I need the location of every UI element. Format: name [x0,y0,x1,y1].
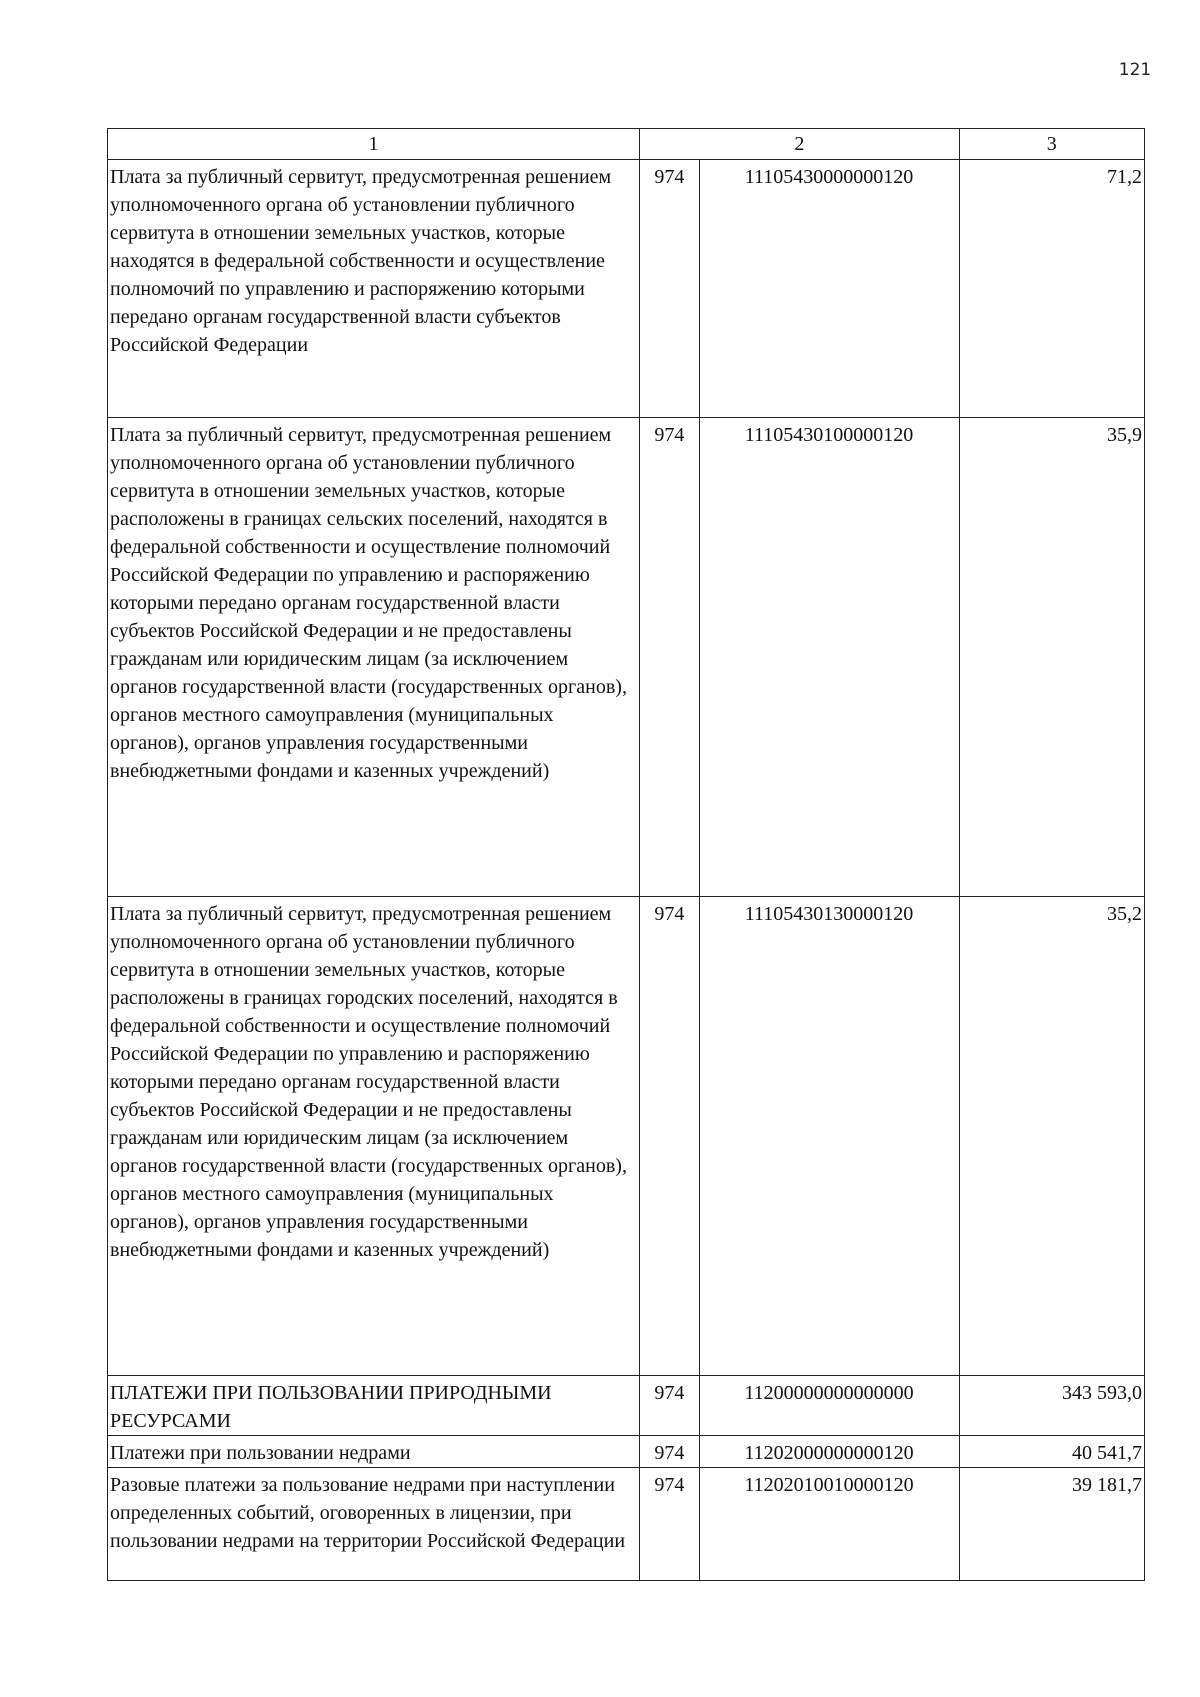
header-col-2: 2 [640,129,959,160]
row-description: Разовые платежи за пользование недрами при наступлении определенных событий, оговоренных в лицензии, при пользовании недрами на территории Российской Федерации [108,1468,640,1581]
row-admin-code: 974 [640,897,699,1376]
table-row [108,1468,1145,1581]
row-amount: 71,2 [959,160,1144,418]
row-amount: 35,2 [959,897,1144,1376]
row-admin-code: 974 [640,1436,699,1468]
row-description: Платежи при пользовании недрами [108,1436,640,1468]
table-row [108,1376,1145,1436]
page-number: 121 [1118,60,1152,80]
table-row [108,418,1145,897]
row-amount: 35,9 [959,418,1144,897]
row-admin-code: 974 [640,160,699,418]
row-admin-code: 974 [640,418,699,897]
row-amount: 343 593,0 [959,1376,1144,1436]
table-row [108,1436,1145,1468]
row-amount: 40 541,7 [959,1436,1144,1468]
row-description: Плата за публичный сервитут, предусмотренная решением уполномоченного органа об установлении публичного сервитута в отношении земельных участков, которые находятся в федеральной собственности и осуществление полномочий по управлению и распоряжению которыми передано органам государственной власти субъектов Российской Федерации [108,160,640,418]
row-kbk-code: 11105430100000120 [699,418,959,897]
row-kbk-code: 11105430000000120 [699,160,959,418]
row-description: Плата за публичный сервитут, предусмотренная решением уполномоченного органа об установлении публичного сервитута в отношении земельных участков, которые расположены в границах городских поселений, находятся в федеральной собственности и осуществление полномочий Российской Федерации по управлению и распоряжению которыми передано органам государственной власти субъектов Российской Федерации и не предоставлены гражданам или юридическим лицам (за исключением органов государственной власти (государственных органов), органов местного самоуправления (муниципальных органов), органов управления государственными внебюджетными фондами и казенных учреждений) [108,897,640,1376]
row-amount: 39 181,7 [959,1468,1144,1581]
row-kbk-code: 11200000000000000 [699,1376,959,1436]
table-row [108,160,1145,418]
row-admin-code: 974 [640,1468,699,1581]
table-row [108,897,1145,1376]
table-header-row [108,129,1145,160]
row-kbk-code: 11105430130000120 [699,897,959,1376]
budget-revenue-table [107,128,1145,1581]
row-admin-code: 974 [640,1376,699,1436]
row-description: ПЛАТЕЖИ ПРИ ПОЛЬЗОВАНИИ ПРИРОДНЫМИ РЕСУРСАМИ [108,1376,640,1436]
row-kbk-code: 11202000000000120 [699,1436,959,1468]
row-kbk-code: 11202010010000120 [699,1468,959,1581]
header-col-3: 3 [959,129,1144,160]
header-col-1: 1 [108,129,640,160]
row-description: Плата за публичный сервитут, предусмотренная решением уполномоченного органа об установлении публичного сервитута в отношении земельных участков, которые расположены в границах сельских поселений, находятся в федеральной собственности и осуществление полномочий Российской Федерации по управлению и распоряжению которыми передано органам государственной власти субъектов Российской Федерации и не предоставлены гражданам или юридическим лицам (за исключением органов государственной власти (государственных органов), органов местного самоуправления (муниципальных органов), органов управления государственными внебюджетными фондами и казенных учреждений) [108,418,640,897]
